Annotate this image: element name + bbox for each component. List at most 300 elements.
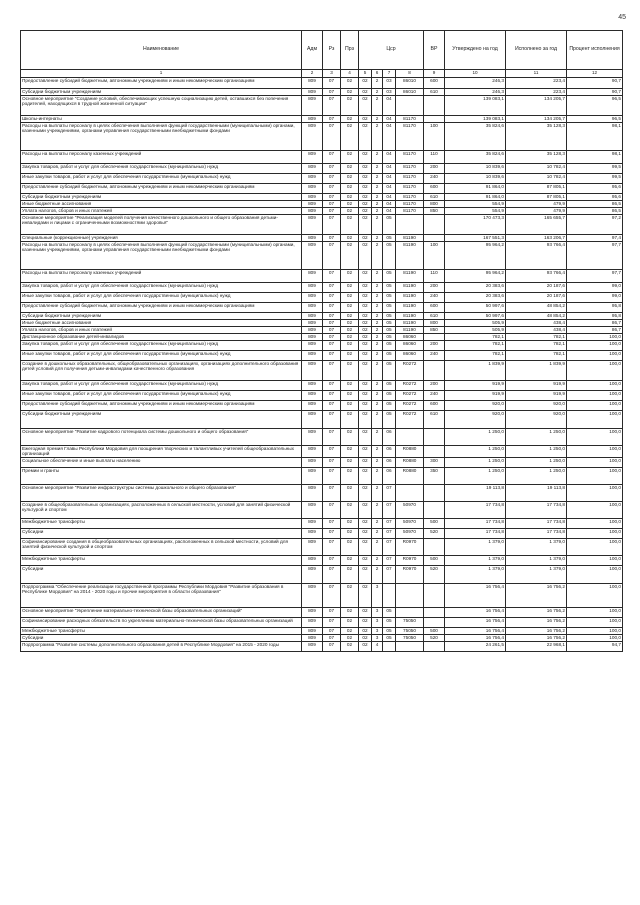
row-csr-code: R0970 (396, 565, 424, 583)
row-vr: 200 (424, 381, 445, 391)
row-executed: 10 782,4 (506, 174, 567, 184)
row-csr-code: R0970 (396, 538, 424, 555)
row-prz: 02 (341, 174, 359, 184)
row-adm: 809 (302, 381, 323, 391)
header-rz: Рз (323, 31, 341, 70)
row-name: Расходы на выплаты персоналу казенных учреждений (21, 151, 302, 164)
row-vr: 240 (424, 351, 445, 361)
row-vr: 520 (424, 634, 445, 641)
header-csr: Цср (359, 31, 424, 70)
row-approved: 1 250,0 (445, 467, 506, 484)
row-vr (424, 607, 445, 617)
row-vr (424, 96, 445, 116)
row-executed: 48 854,2 (506, 303, 567, 313)
row-csr-part: 02 (359, 501, 372, 518)
row-executed: 163 206,7 (506, 235, 567, 242)
row-adm: 809 (302, 484, 323, 501)
row-percent: 97,7 (567, 270, 623, 283)
row-approved: 505,9 (445, 327, 506, 334)
column-number: 12 (567, 70, 623, 78)
row-percent: 100,0 (567, 528, 623, 538)
row-csr-part: 02 (359, 457, 372, 467)
row-adm: 809 (302, 538, 323, 555)
row-name: Иные бюджетные ассигнования (21, 201, 302, 208)
row-name: Предоставление субсидий бюджетным, автономным учреждениям и иным некоммерческим организациям (21, 401, 302, 411)
row-executed: 16 756,2 (506, 583, 567, 607)
row-csr-part: 2 (372, 208, 383, 215)
row-csr-code: 81170 (396, 194, 424, 201)
row-csr-part: 2 (372, 341, 383, 351)
row-percent: 90,7 (567, 89, 623, 96)
row-csr-part: 2 (372, 361, 383, 381)
row-csr-code: 81190 (396, 313, 424, 320)
column-number: 7 (383, 70, 396, 78)
row-csr-part: 2 (372, 555, 383, 565)
row-name: Социальное обеспечение и иные выплаты населению (21, 457, 302, 467)
row-percent: 86,7 (567, 327, 623, 334)
row-csr-part: 2 (372, 194, 383, 201)
row-executed: 35 128,3 (506, 151, 567, 164)
row-csr-part: 3 (372, 627, 383, 634)
row-executed: 438,4 (506, 320, 567, 327)
row-vr: 350 (424, 467, 445, 484)
row-rz: 07 (323, 334, 341, 341)
row-csr-part: 05 (383, 634, 396, 641)
row-prz: 02 (341, 457, 359, 467)
row-prz: 02 (341, 201, 359, 208)
row-executed: 920,0 (506, 401, 567, 411)
row-approved: 1 250,0 (445, 429, 506, 446)
row-adm: 809 (302, 313, 323, 320)
row-executed: 87 805,1 (506, 194, 567, 201)
table-row (21, 184, 623, 194)
row-percent: 100,0 (567, 565, 623, 583)
row-percent: 100,0 (567, 555, 623, 565)
row-adm: 809 (302, 401, 323, 411)
row-prz: 02 (341, 96, 359, 116)
row-rz: 07 (323, 634, 341, 641)
row-rz: 07 (323, 446, 341, 458)
row-csr-part: 2 (372, 201, 383, 208)
row-executed: 919,9 (506, 381, 567, 391)
row-csr-part: 06 (383, 457, 396, 467)
row-csr-part: 2 (372, 334, 383, 341)
row-vr: 100 (424, 123, 445, 151)
row-approved: 1 839,9 (445, 361, 506, 381)
row-csr-part: 02 (359, 634, 372, 641)
table-row (21, 457, 623, 467)
row-percent: 100,0 (567, 484, 623, 501)
row-csr-part: 2 (372, 467, 383, 484)
row-executed: 16 756,2 (506, 627, 567, 634)
row-vr (424, 215, 445, 235)
row-csr-code: 81170 (396, 201, 424, 208)
row-adm: 809 (302, 457, 323, 467)
row-approved: 19 113,8 (445, 484, 506, 501)
row-csr-part: 07 (383, 528, 396, 538)
row-csr-code: 50970 (396, 528, 424, 538)
row-csr-part: 05 (383, 270, 396, 283)
table-row (21, 617, 623, 627)
row-executed: 16 756,2 (506, 634, 567, 641)
row-csr-part: 02 (359, 341, 372, 351)
row-csr-part: 2 (372, 96, 383, 116)
table-row (21, 467, 623, 484)
row-approved: 1 250,0 (445, 446, 506, 458)
row-approved: 16 756,4 (445, 634, 506, 641)
row-name: Предоставление субсидий бюджетным, автономным учреждениям и иным некоммерческим организациям (21, 78, 302, 89)
row-prz: 02 (341, 391, 359, 401)
table-row (21, 242, 623, 270)
row-approved: 10 839,6 (445, 174, 506, 184)
column-number: 4 (341, 70, 359, 78)
row-prz: 02 (341, 361, 359, 381)
row-prz: 02 (341, 538, 359, 555)
row-csr-part: 2 (372, 401, 383, 411)
row-rz: 07 (323, 391, 341, 401)
row-name: Закупка товаров, работ и услуг для обеспечения государственных (муниципальных) нужд (21, 164, 302, 174)
row-csr-part: 02 (359, 313, 372, 320)
row-csr-part: 2 (372, 538, 383, 555)
row-vr: 200 (424, 164, 445, 174)
row-csr-part: 2 (372, 123, 383, 151)
row-percent: 99,5 (567, 164, 623, 174)
row-rz: 07 (323, 327, 341, 334)
row-prz: 02 (341, 518, 359, 528)
row-approved: 17 734,8 (445, 528, 506, 538)
row-name: Ежегодная премия Главы Республики Мордовия для поощрения творческих и талантливых учителей общеобразовательных организаций (21, 446, 302, 458)
row-vr (424, 334, 445, 341)
table-row (21, 96, 623, 116)
row-prz: 02 (341, 313, 359, 320)
row-percent: 100,0 (567, 361, 623, 381)
row-csr-part: 2 (372, 89, 383, 96)
row-csr-part: 05 (383, 320, 396, 327)
row-rz: 07 (323, 151, 341, 164)
row-csr-part: 2 (372, 446, 383, 458)
row-name: Расходы на выплаты персоналу в целях обеспечения выполнения функций государственными (муниципальными) органами, казенными учреждениями, органами управления государственными внебюджетными фондами (21, 242, 302, 270)
row-csr-part: 02 (359, 116, 372, 123)
row-csr-code: 81190 (396, 320, 424, 327)
table-row (21, 641, 623, 651)
row-prz: 02 (341, 320, 359, 327)
row-rz: 07 (323, 484, 341, 501)
table-row (21, 327, 623, 334)
row-name: Создание в общеобразовательных организациях, расположенных в сельской местности, условий для занятий физической культурой и спортом (21, 501, 302, 518)
row-csr-code: R0272 (396, 391, 424, 401)
row-rz: 07 (323, 174, 341, 184)
row-executed: 1 379,0 (506, 555, 567, 565)
row-csr-code: 86060 (396, 334, 424, 341)
table-row (21, 235, 623, 242)
row-name: Иные закупки товаров, работ и услуг для обеспечения государственных (муниципальных) нужд (21, 391, 302, 401)
row-csr-code: R0970 (396, 555, 424, 565)
row-csr-part: 2 (372, 78, 383, 89)
row-vr: 520 (424, 528, 445, 538)
table-row (21, 555, 623, 565)
row-adm: 809 (302, 641, 323, 651)
row-prz: 02 (341, 617, 359, 627)
row-prz: 02 (341, 303, 359, 313)
row-prz: 02 (341, 164, 359, 174)
column-number: 1 (21, 70, 302, 78)
row-csr-part: 02 (359, 164, 372, 174)
row-csr-code: 50970 (396, 501, 424, 518)
row-csr-part: 02 (359, 123, 372, 151)
row-prz: 02 (341, 194, 359, 201)
row-csr-part: 07 (383, 555, 396, 565)
row-percent: 86,7 (567, 320, 623, 327)
row-csr-part: 02 (359, 467, 372, 484)
row-name: Создание в дошкольных образовательных, общеобразовательных организациях, организациях дополнительного образования детей условий для получения детьми-инвалидами качественного образования (21, 361, 302, 381)
header-adm: Адм (302, 31, 323, 70)
table-row (21, 627, 623, 634)
row-csr-part: 2 (372, 242, 383, 270)
table-row (21, 634, 623, 641)
row-rz: 07 (323, 583, 341, 607)
row-csr-code: 86010 (396, 78, 424, 89)
row-executed: 1 250,0 (506, 446, 567, 458)
row-csr-code: 81190 (396, 293, 424, 303)
row-percent: 97,7 (567, 242, 623, 270)
row-csr-part: 2 (372, 235, 383, 242)
row-csr-part: 04 (383, 151, 396, 164)
row-percent: 95,6 (567, 184, 623, 194)
row-csr-part: 02 (359, 391, 372, 401)
row-csr-part: 06 (383, 467, 396, 484)
row-approved: 919,9 (445, 381, 506, 391)
row-vr: 500 (424, 555, 445, 565)
row-csr-part: 02 (359, 293, 372, 303)
row-name: Подпрограмма "Развитие системы дополнительного образования детей в Республике Мордовия" на 2015 - 2020 годы (21, 641, 302, 651)
row-vr: 110 (424, 270, 445, 283)
row-csr-part: 02 (359, 528, 372, 538)
row-prz: 02 (341, 341, 359, 351)
row-prz: 02 (341, 607, 359, 617)
row-vr: 850 (424, 208, 445, 215)
row-name: Софинансирование расходных обязательств по укреплению материально-технической базы образовательных организаций (21, 617, 302, 627)
row-rz: 07 (323, 565, 341, 583)
row-csr-code: R0880 (396, 457, 424, 467)
row-csr-part: 02 (359, 401, 372, 411)
row-csr-code: 81170 (396, 174, 424, 184)
row-rz: 07 (323, 313, 341, 320)
row-vr: 520 (424, 565, 445, 583)
row-csr-part: 07 (383, 565, 396, 583)
row-csr-part: 02 (359, 303, 372, 313)
row-adm: 809 (302, 565, 323, 583)
row-csr-code (396, 484, 424, 501)
row-csr-part: 05 (383, 235, 396, 242)
row-rz: 07 (323, 401, 341, 411)
row-rz: 07 (323, 538, 341, 555)
table-row (21, 320, 623, 327)
row-csr-code (396, 583, 424, 607)
row-csr-part: 04 (383, 184, 396, 194)
row-adm: 809 (302, 78, 323, 89)
row-name: Межбюджетные трансферты (21, 518, 302, 528)
row-csr-code (396, 641, 424, 651)
row-adm: 809 (302, 116, 323, 123)
row-adm: 809 (302, 501, 323, 518)
row-rz: 07 (323, 381, 341, 391)
row-name: Расходы на выплаты персоналу казенных учреждений (21, 270, 302, 283)
row-name: Премии и гранты (21, 467, 302, 484)
table-row (21, 528, 623, 538)
row-adm: 809 (302, 174, 323, 184)
row-approved: 554,9 (445, 208, 506, 215)
row-prz: 02 (341, 634, 359, 641)
row-csr-part: 04 (383, 96, 396, 116)
row-percent: 96,5 (567, 96, 623, 116)
row-name: Субсидии (21, 528, 302, 538)
row-percent: 100,0 (567, 334, 623, 341)
row-rz: 07 (323, 123, 341, 151)
row-name: Основное мероприятие "Развитие инфраструктуры системы дошкольного и общего образования" (21, 484, 302, 501)
row-vr: 600 (424, 401, 445, 411)
row-rz: 07 (323, 283, 341, 293)
row-percent: 100,0 (567, 411, 623, 429)
row-approved: 16 756,4 (445, 627, 506, 634)
row-csr-part: 2 (372, 518, 383, 528)
row-csr-part: 2 (372, 327, 383, 334)
row-adm: 809 (302, 123, 323, 151)
row-csr-part: 05 (383, 334, 396, 341)
row-rz: 07 (323, 361, 341, 381)
row-csr-code: R0272 (396, 401, 424, 411)
row-csr-part: 02 (359, 283, 372, 293)
row-adm: 809 (302, 467, 323, 484)
row-csr-part: 05 (383, 361, 396, 381)
row-rz: 07 (323, 164, 341, 174)
row-vr (424, 538, 445, 555)
row-approved: 50 997,6 (445, 303, 506, 313)
row-adm: 809 (302, 411, 323, 429)
row-vr (424, 617, 445, 627)
row-prz: 02 (341, 467, 359, 484)
row-csr-part: 2 (372, 293, 383, 303)
row-csr-part: 02 (359, 151, 372, 164)
row-rz: 07 (323, 351, 341, 361)
row-percent: 96,5 (567, 116, 623, 123)
table-row (21, 313, 623, 320)
row-csr-code: 81170 (396, 164, 424, 174)
row-rz: 07 (323, 235, 341, 242)
row-csr-part: 2 (372, 351, 383, 361)
row-executed: 165 655,7 (506, 215, 567, 235)
row-csr-part: 05 (383, 351, 396, 361)
row-percent: 100,0 (567, 538, 623, 555)
row-adm: 809 (302, 583, 323, 607)
row-csr-part: 05 (383, 313, 396, 320)
row-prz: 02 (341, 208, 359, 215)
row-adm: 809 (302, 341, 323, 351)
row-percent: 98,1 (567, 151, 623, 164)
row-vr: 200 (424, 341, 445, 351)
column-number: 3 (323, 70, 341, 78)
row-csr-part: 07 (383, 501, 396, 518)
row-csr-part: 2 (372, 565, 383, 583)
row-name: Иные закупки товаров, работ и услуг для обеспечения государственных (муниципальных) нужд (21, 174, 302, 184)
row-approved: 782,1 (445, 341, 506, 351)
row-adm: 809 (302, 627, 323, 634)
row-executed: 10 782,4 (506, 164, 567, 174)
row-rz: 07 (323, 607, 341, 617)
row-executed: 1 250,0 (506, 467, 567, 484)
row-rz: 07 (323, 429, 341, 446)
row-approved: 782,1 (445, 334, 506, 341)
row-percent: 100,0 (567, 634, 623, 641)
row-executed: 16 756,2 (506, 617, 567, 627)
table-row (21, 391, 623, 401)
row-approved: 1 379,0 (445, 538, 506, 555)
row-csr-part: 2 (372, 270, 383, 283)
row-csr-part: 2 (372, 174, 383, 184)
row-vr: 500 (424, 518, 445, 528)
row-name: Дистанционное образование детей-инвалидов (21, 334, 302, 341)
table-row (21, 565, 623, 583)
row-csr-part: 05 (383, 391, 396, 401)
row-csr-part: 02 (359, 446, 372, 458)
row-csr-part: 02 (359, 215, 372, 235)
row-rz: 07 (323, 518, 341, 528)
row-csr-code: 86010 (396, 89, 424, 96)
row-executed: 1 379,0 (506, 538, 567, 555)
row-approved: 50 997,6 (445, 313, 506, 320)
row-csr-part: 02 (359, 89, 372, 96)
row-vr: 610 (424, 89, 445, 96)
row-approved: 16 756,4 (445, 607, 506, 617)
row-percent: 100,0 (567, 391, 623, 401)
row-csr-code: R0272 (396, 411, 424, 429)
header-prz: Прз (341, 31, 359, 70)
table-row (21, 164, 623, 174)
row-csr-part: 05 (383, 341, 396, 351)
row-executed: 1 379,0 (506, 565, 567, 583)
row-csr-part: 05 (383, 293, 396, 303)
row-approved: 95 964,2 (445, 242, 506, 270)
row-csr-part: 06 (383, 429, 396, 446)
row-csr-code: 81170 (396, 208, 424, 215)
row-rz: 07 (323, 627, 341, 634)
row-prz: 02 (341, 283, 359, 293)
row-csr-code: 81190 (396, 242, 424, 270)
table-row (21, 201, 623, 208)
row-rz: 07 (323, 215, 341, 235)
row-prz: 02 (341, 429, 359, 446)
row-prz: 02 (341, 334, 359, 341)
table-row (21, 123, 623, 151)
row-csr-part: 2 (372, 151, 383, 164)
row-approved: 246,3 (445, 78, 506, 89)
row-rz: 07 (323, 320, 341, 327)
row-csr-code: R0272 (396, 361, 424, 381)
table-row (21, 518, 623, 528)
row-vr: 600 (424, 303, 445, 313)
row-percent: 100,0 (567, 446, 623, 458)
row-csr-part: 02 (359, 627, 372, 634)
row-executed: 919,9 (506, 391, 567, 401)
row-executed: 134 205,7 (506, 96, 567, 116)
page-number: 45 (618, 14, 626, 21)
row-csr-part: 02 (359, 555, 372, 565)
row-vr (424, 446, 445, 458)
row-approved: 919,9 (445, 391, 506, 401)
row-csr-code: 81190 (396, 235, 424, 242)
row-executed: 223,4 (506, 78, 567, 89)
row-adm: 809 (302, 208, 323, 215)
row-name: Субсидии бюджетным учреждениям (21, 313, 302, 320)
